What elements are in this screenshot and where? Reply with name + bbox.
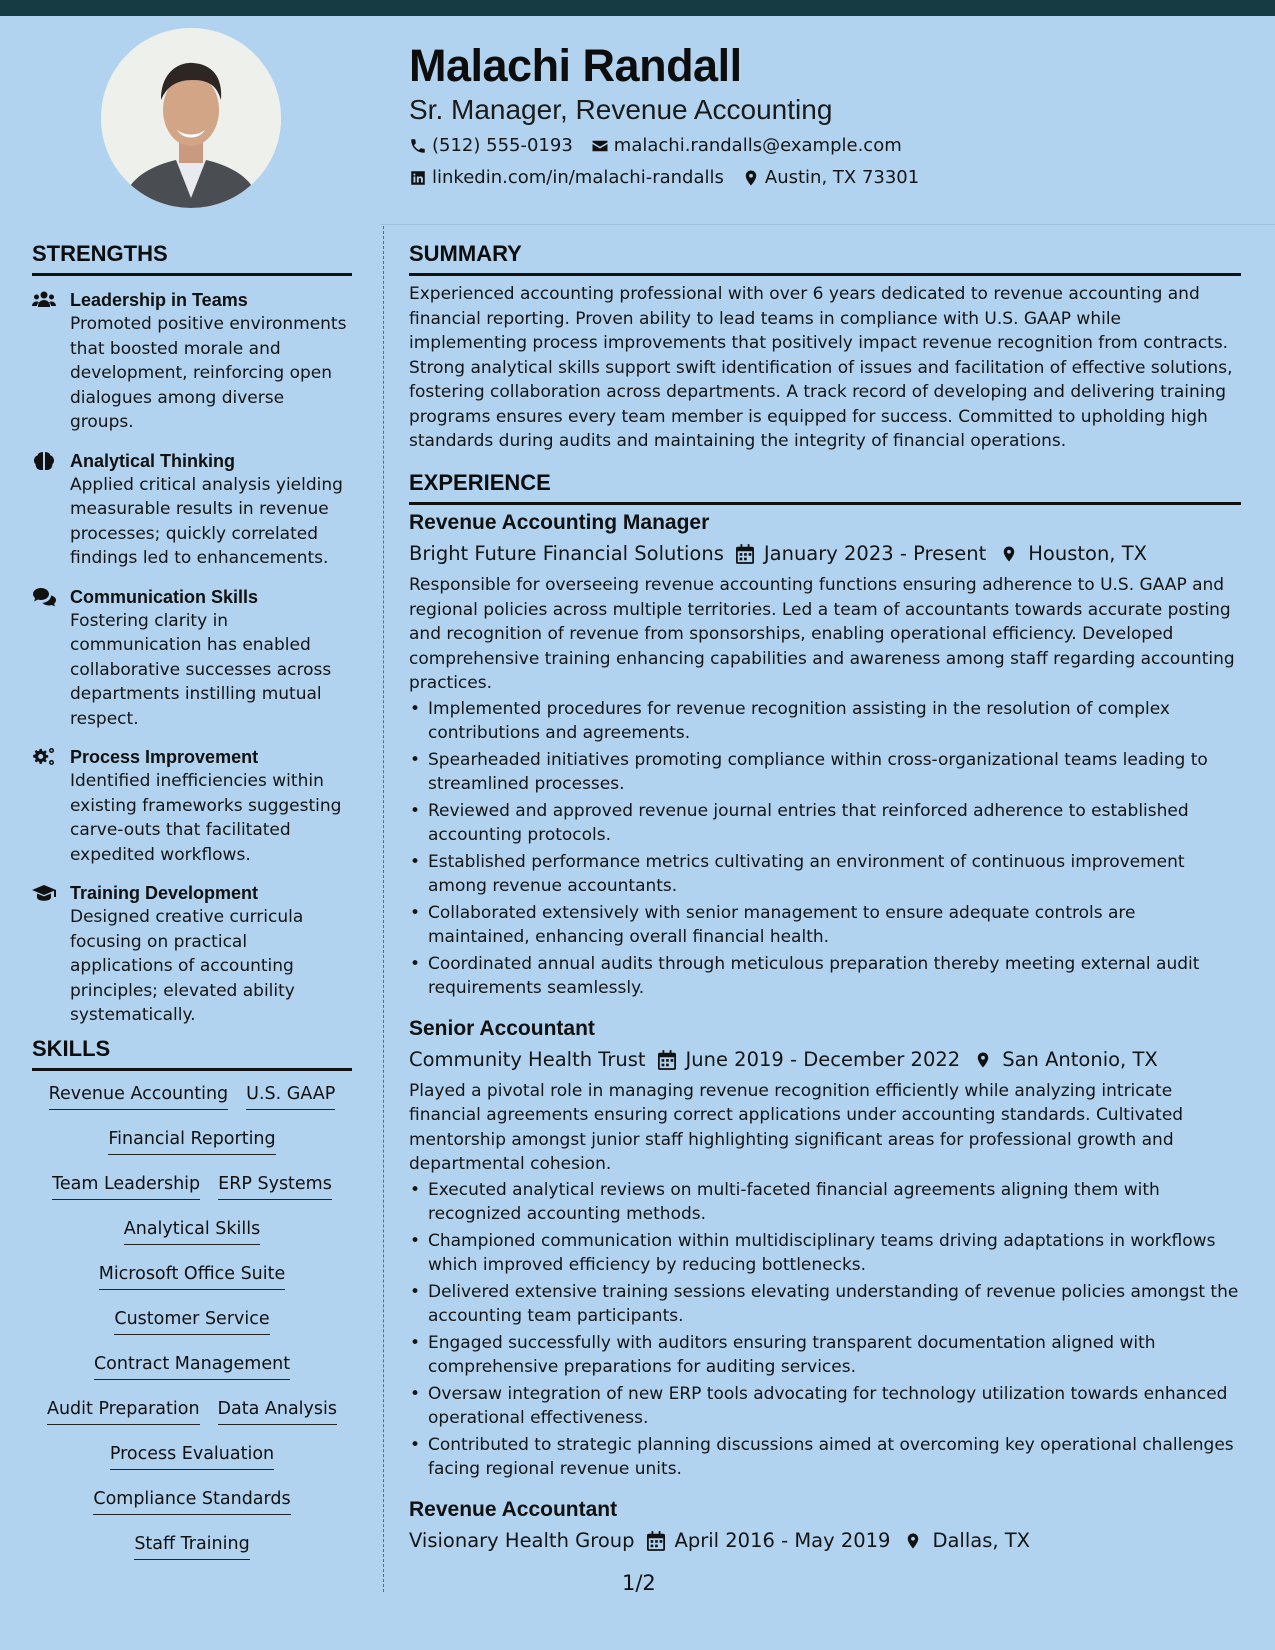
- job-description: Played a pivotal role in managing revenue recognition efficiently while analyzing intricate financial agreements ensuring correct applications under accounting standards. Cultivated mentorship amongst junior staff highlighting significant areas for professional growth and departmental cohesion.: [409, 1080, 1184, 1174]
- phone-icon: [409, 137, 427, 155]
- linkedin-url: linkedin.com/in/malachi-randalls: [432, 167, 724, 188]
- strength-title: Training Development: [70, 883, 259, 903]
- comments-icon: [32, 587, 56, 607]
- email-contact[interactable]: [591, 135, 902, 156]
- skill-row: [32, 1082, 352, 1127]
- list-item: • Established performance metrics cultivating an environment of continuous improvement among revenue accountants.: [409, 850, 1241, 899]
- job-title: Revenue Accounting Manager: [409, 511, 710, 534]
- strengths-list: [32, 288, 352, 1042]
- strength-description: Designed creative curricula focusing on practical applications of accounting principles; elevated ability systematically.: [70, 907, 304, 1025]
- skill-tag: Compliance Standards: [93, 1487, 290, 1515]
- candidate-title: Sr. Manager, Revenue Accounting: [409, 94, 833, 125]
- list-item: • Implemented procedures for revenue recognition assisting in the resolution of complex contributions and agreements.: [409, 697, 1241, 746]
- list-item: • Spearheaded initiatives promoting compliance within cross-organizational teams leading to streamlined processes.: [409, 748, 1241, 797]
- header-divider: [380, 224, 1275, 225]
- skill-row: [32, 1172, 352, 1217]
- experience-heading: EXPERIENCE: [409, 470, 1241, 505]
- skill-row: [32, 1217, 352, 1262]
- location-contact: [742, 167, 919, 188]
- job-entry: [409, 1015, 1241, 1482]
- envelope-icon: [591, 137, 609, 155]
- skill-tag: Audit Preparation: [47, 1397, 200, 1425]
- skill-row: [32, 1397, 352, 1442]
- job-bullets: [409, 697, 1241, 1001]
- job-meta: [409, 540, 1241, 568]
- calendar-icon: [647, 1531, 665, 1551]
- email-address: malachi.randalls@example.com: [613, 135, 902, 156]
- calendar-icon: [658, 1050, 676, 1070]
- skill-tag: Staff Training: [134, 1532, 249, 1560]
- list-item: • Collaborated extensively with senior management to ensure adequate controls are maintained, enhancing overall financial health.: [409, 901, 1241, 950]
- job-company: Visionary Health Group: [409, 1528, 635, 1552]
- list-item: • Engaged successfully with auditors ensuring transparent documentation aligned with comprehensive preparations for auditing services.: [409, 1331, 1241, 1380]
- map-pin-icon: [904, 1531, 922, 1551]
- page-indicator: 1/2: [622, 1571, 656, 1595]
- skill-tag: Financial Reporting: [108, 1127, 275, 1155]
- strength-description: Promoted positive environments that boosted morale and development, reinforcing open dialogues among diverse groups.: [70, 314, 347, 432]
- strengths-heading: STRENGTHS: [32, 241, 352, 276]
- list-item: • Oversaw integration of new ERP tools advocating for technology utilization towards enhanced operational effectiveness.: [409, 1382, 1241, 1431]
- map-pin-icon: [1000, 544, 1018, 564]
- top-accent-bar: [0, 0, 1275, 16]
- summary-text: Experienced accounting professional with over 6 years dedicated to revenue accounting and financial reporting. Proven ability to lead teams in compliance with U.S. GAAP while implementing process improvements that positively impact revenue recognition from contracts. Strong analytical skills support swift identification of issues and facilitation of effective solutions, fostering collaboration across departments. A track record of developing and delivering training programs ensures every team member is equipped for success. Committed to upholding high standards during audits and maintaining the integrity of financial operations.: [409, 284, 1233, 451]
- map-pin-icon: [974, 1050, 992, 1070]
- job-meta: [409, 1046, 1241, 1074]
- skill-row: [32, 1307, 352, 1352]
- brain-icon: [32, 451, 56, 471]
- list-item: • Coordinated annual audits through meticulous preparation thereby meeting external audit requirements seamlessly.: [409, 952, 1241, 1001]
- skill-row: [32, 1442, 352, 1487]
- job-dates: June 2019 - December 2022: [685, 1047, 961, 1071]
- profile-photo: [101, 28, 281, 208]
- list-item: • Reviewed and approved revenue journal entries that reinforced adherence to established accounting protocols.: [409, 799, 1241, 848]
- job-title: Revenue Accountant: [409, 1497, 618, 1521]
- strength-item: [32, 449, 352, 571]
- phone-contact[interactable]: [409, 135, 573, 156]
- skill-tag: U.S. GAAP: [246, 1082, 335, 1110]
- strength-item: [32, 881, 352, 1028]
- strength-description: Applied critical analysis yielding measurable results in revenue processes; quickly correlated findings led to enhancements.: [70, 474, 343, 568]
- skill-row: [32, 1127, 352, 1172]
- map-pin-icon: [742, 169, 760, 187]
- strength-item: [32, 585, 352, 732]
- list-item: • Delivered extensive training sessions elevating understanding of revenue policies amongst the accounting team participants.: [409, 1280, 1241, 1329]
- skill-tag: Customer Service: [114, 1307, 269, 1335]
- skill-tag: Revenue Accounting: [49, 1082, 229, 1110]
- job-title: Senior Accountant: [409, 1016, 595, 1040]
- graduation-cap-icon: [32, 883, 56, 903]
- column-divider: [383, 226, 384, 1592]
- skill-row: [32, 1487, 352, 1532]
- calendar-icon: [736, 544, 754, 564]
- skill-tag: Team Leadership: [52, 1172, 200, 1200]
- job-bullets: [409, 1178, 1241, 1482]
- job-location: San Antonio, TX: [1002, 1047, 1158, 1071]
- list-item: • Contributed to strategic planning discussions aimed at overcoming key operational challenges facing regional revenue units.: [409, 1433, 1241, 1482]
- location-text: Austin, TX 73301: [764, 167, 920, 188]
- job-company: Community Health Trust: [409, 1047, 646, 1071]
- strength-title: Leadership in Teams: [70, 290, 248, 310]
- strength-item: [32, 745, 352, 867]
- candidate-name: Malachi Randall: [409, 40, 742, 91]
- job-dates: April 2016 - May 2019: [674, 1528, 891, 1552]
- job-entry: [409, 509, 1241, 1001]
- summary-heading: SUMMARY: [409, 241, 1241, 276]
- avatar: [101, 28, 281, 208]
- linkedin-contact[interactable]: [409, 167, 724, 188]
- strength-description: Identified inefficiencies within existing frameworks suggesting carve-outs that facilitated expedited workflows.: [70, 771, 342, 865]
- strength-title: Analytical Thinking: [70, 450, 236, 471]
- job-location: Houston, TX: [1028, 542, 1147, 565]
- skill-row: [32, 1532, 352, 1577]
- linkedin-icon: [409, 169, 427, 187]
- skill-tag: Analytical Skills: [124, 1217, 260, 1245]
- experience-list: [409, 509, 1241, 1555]
- skill-row: [32, 1262, 352, 1307]
- contact-row-1: [409, 135, 902, 156]
- strength-title: Process Improvement: [70, 747, 259, 767]
- job-location: Dallas, TX: [932, 1528, 1031, 1552]
- job-meta: [409, 1527, 1241, 1555]
- strength-title: Communication Skills: [70, 586, 259, 607]
- strength-description: Fostering clarity in communication has enabled collaborative successes across departments instilling mutual respect.: [70, 610, 332, 729]
- job-entry: [409, 1496, 1241, 1555]
- list-item: • Executed analytical reviews on multi-faceted financial agreements aligning them with recognized accounting methods.: [409, 1178, 1241, 1227]
- list-item: • Championed communication within multidisciplinary teams driving adaptations in workflows which improved efficiency by reducing bottlenecks.: [409, 1229, 1241, 1278]
- skills-heading: SKILLS: [32, 1036, 352, 1071]
- job-dates: January 2023 - Present: [763, 542, 987, 565]
- strength-item: [32, 288, 352, 435]
- contact-row-2: [409, 167, 919, 188]
- gears-icon: [32, 747, 56, 767]
- job-description: Responsible for overseeing revenue accounting functions ensuring adherence to U.S. GAAP and regional policies across multiple territories. Led a team of accountants towards accurate posting and recognition of revenue from sponsorships, enabling operational efficiency. Developed comprehensive training enhancing capabilities and awareness among staff regarding accounting practices.: [409, 575, 1235, 693]
- users-icon: [32, 290, 56, 310]
- skill-tag: Data Analysis: [218, 1397, 337, 1425]
- phone-number: (512) 555-0193: [432, 135, 573, 156]
- skill-tag: Process Evaluation: [110, 1442, 274, 1470]
- skill-tag: ERP Systems: [218, 1172, 332, 1200]
- skills-list: [32, 1082, 352, 1577]
- skill-tag: Microsoft Office Suite: [99, 1262, 286, 1290]
- skill-tag: Contract Management: [94, 1352, 290, 1380]
- job-company: Bright Future Financial Solutions: [409, 542, 724, 565]
- skill-row: [32, 1352, 352, 1397]
